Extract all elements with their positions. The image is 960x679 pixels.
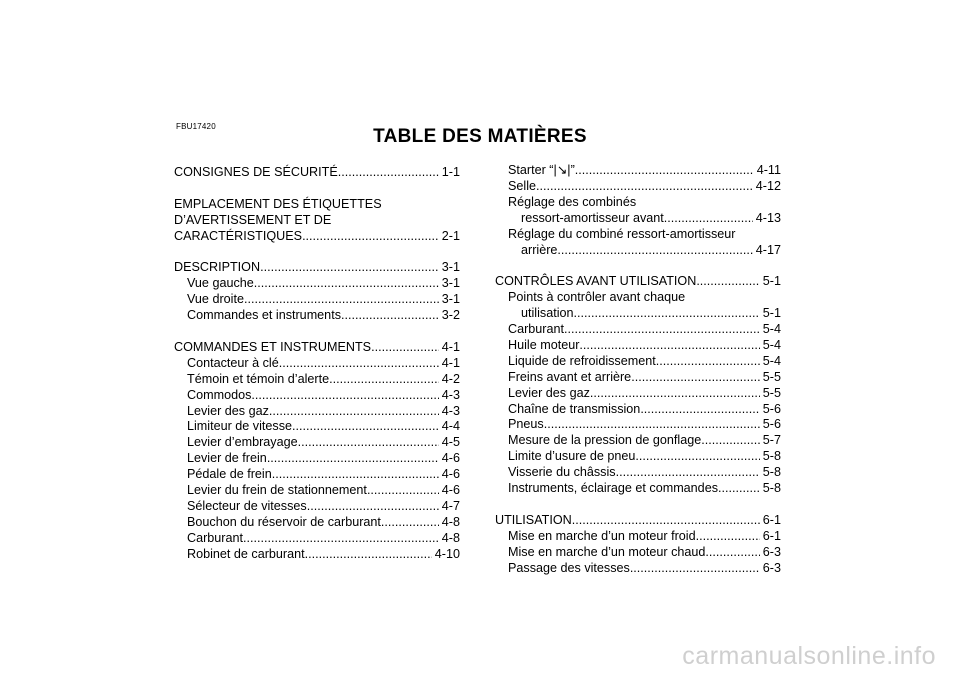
toc-subentry-points[interactable] bbox=[495, 306, 781, 322]
toc-label: Starter “|↘|” bbox=[508, 163, 575, 177]
toc-page: 6-1 bbox=[762, 528, 781, 543]
toc-label: COMMANDES ET INSTRUMENTS bbox=[174, 339, 372, 354]
toc-label: Carburant bbox=[187, 530, 244, 545]
toc-label: Pneus bbox=[508, 417, 544, 432]
toc-label: Contacteur à clé bbox=[187, 355, 279, 370]
toc-page: 4-3 bbox=[441, 403, 460, 418]
toc-page: 4-3 bbox=[441, 387, 460, 402]
toc-subentry[interactable] bbox=[495, 386, 781, 402]
toc-page: 6-3 bbox=[762, 560, 781, 575]
toc-subentry[interactable] bbox=[495, 529, 781, 545]
toc-subentry[interactable] bbox=[174, 467, 460, 483]
toc-subentry[interactable] bbox=[174, 515, 460, 531]
toc-subentry[interactable] bbox=[495, 481, 781, 497]
toc-page: 2-1 bbox=[441, 228, 460, 243]
toc-subentry[interactable] bbox=[174, 276, 460, 292]
toc-subentry[interactable] bbox=[174, 308, 460, 324]
toc-page: 4-12 bbox=[755, 178, 781, 193]
toc-heading-line: D’AVERTISSEMENT ET DE bbox=[174, 212, 332, 227]
toc-subentry[interactable] bbox=[495, 545, 781, 561]
toc-page: 4-7 bbox=[441, 498, 460, 513]
toc-page: 4-1 bbox=[441, 339, 460, 354]
toc-page: 4-8 bbox=[441, 514, 460, 529]
toc-page: 5-6 bbox=[762, 417, 781, 432]
toc-label: Selle bbox=[508, 178, 537, 193]
toc-page: 3-2 bbox=[441, 308, 460, 323]
toc-subentry[interactable] bbox=[495, 561, 781, 577]
toc-label: DESCRIPTION bbox=[174, 260, 261, 275]
toc-page: 5-8 bbox=[762, 449, 781, 464]
toc-subentry[interactable] bbox=[174, 483, 460, 499]
toc-page: 4-1 bbox=[441, 355, 460, 370]
toc-label: Carburant bbox=[508, 322, 565, 337]
toc-subentry-reglage-avant[interactable] bbox=[495, 211, 781, 227]
toc-page: 4-5 bbox=[441, 435, 460, 450]
toc-page: 5-4 bbox=[762, 322, 781, 337]
toc-subentry[interactable] bbox=[495, 370, 781, 386]
toc-label: CARACTÉRISTIQUES bbox=[174, 228, 303, 243]
toc-subentry[interactable] bbox=[174, 547, 460, 563]
toc-page: 4-6 bbox=[441, 467, 460, 482]
toc-page: 3-1 bbox=[441, 292, 460, 307]
toc-label: Instruments, éclairage et commandes bbox=[508, 481, 718, 496]
toc-label: Limiteur de vitesse bbox=[187, 419, 292, 434]
toc-page: 4-13 bbox=[755, 210, 781, 225]
toc-page: 5-4 bbox=[762, 337, 781, 352]
toc-label: Vue droite bbox=[187, 292, 244, 307]
toc-page: 4-10 bbox=[434, 546, 460, 561]
toc-subentry[interactable] bbox=[495, 354, 781, 370]
toc-label: Levier d’embrayage bbox=[187, 435, 298, 450]
toc-subentry-line: Points à contrôler avant chaque bbox=[508, 290, 686, 305]
watermark: carmanualsonline.info bbox=[682, 642, 936, 670]
toc-page: 5-1 bbox=[762, 274, 781, 289]
toc-label: Robinet de carburant bbox=[187, 546, 305, 561]
toc-subentry[interactable] bbox=[174, 419, 460, 435]
toc-label: Levier de frein bbox=[187, 451, 267, 466]
toc-page: 5-1 bbox=[762, 306, 781, 321]
toc-subentry-reglage-arriere[interactable] bbox=[495, 243, 781, 259]
toc-subentry[interactable] bbox=[174, 531, 460, 547]
toc-label: Mise en marche d’un moteur chaud bbox=[508, 544, 706, 559]
toc-page: 1-1 bbox=[441, 165, 460, 179]
toc-subentry-selle[interactable] bbox=[495, 179, 781, 195]
toc-subentry[interactable] bbox=[495, 449, 781, 465]
toc-subentry[interactable] bbox=[174, 292, 460, 308]
toc-label: Freins avant et arrière bbox=[508, 369, 632, 384]
toc-page: 4-6 bbox=[441, 483, 460, 498]
page-title: TABLE DES MATIÈRES bbox=[373, 126, 587, 147]
toc-subentry-line: Réglage du combiné ressort-amortisseur bbox=[508, 226, 736, 241]
toc-subentry[interactable] bbox=[495, 338, 781, 354]
toc-page: 4-4 bbox=[441, 419, 460, 434]
toc-label: Levier du frein de stationnement bbox=[187, 483, 367, 498]
toc-page: 4-2 bbox=[441, 371, 460, 386]
toc-page: 4-17 bbox=[755, 242, 781, 257]
toc-label: Bouchon du réservoir de carburant bbox=[187, 514, 381, 529]
toc-page: 4-11 bbox=[756, 163, 781, 177]
toc-entry-utilisation[interactable] bbox=[495, 513, 781, 529]
toc-page: 5-5 bbox=[762, 385, 781, 400]
toc-label: arrière bbox=[521, 242, 558, 257]
toc-label: Liquide de refroidissement bbox=[508, 353, 656, 368]
toc-label: Limite d’usure de pneu bbox=[508, 449, 636, 464]
toc-label: Huile moteur bbox=[508, 337, 580, 352]
toc-subentry[interactable] bbox=[495, 402, 781, 418]
toc-entry-commandes[interactable] bbox=[174, 340, 460, 356]
document-code: FBU17420 bbox=[176, 122, 216, 131]
toc-page: 5-7 bbox=[762, 433, 781, 448]
toc-label: Mesure de la pression de gonflage bbox=[508, 433, 702, 448]
toc-subentry[interactable] bbox=[174, 372, 460, 388]
toc-page: 5-6 bbox=[762, 401, 781, 416]
toc-label: UTILISATION bbox=[495, 512, 572, 527]
toc-entry-description[interactable] bbox=[174, 260, 460, 276]
toc-subentry[interactable] bbox=[174, 451, 460, 467]
toc-label: Témoin et témoin d’alerte bbox=[187, 371, 330, 386]
toc-label: Pédale de frein bbox=[187, 467, 272, 482]
toc-label: Levier des gaz bbox=[187, 403, 269, 418]
toc-page: 5-5 bbox=[762, 369, 781, 384]
toc-label: CONTRÔLES AVANT UTILISATION bbox=[495, 274, 697, 289]
toc-left-column bbox=[174, 165, 460, 563]
toc-subentry[interactable] bbox=[174, 435, 460, 451]
toc-label: Chaîne de transmission bbox=[508, 401, 641, 416]
toc-label: Mise en marche d’un moteur froid bbox=[508, 528, 696, 543]
toc-page: 5-8 bbox=[762, 465, 781, 480]
toc-page: 6-3 bbox=[762, 544, 781, 559]
toc-label: Sélecteur de vitesses bbox=[187, 498, 307, 513]
toc-page: 3-1 bbox=[441, 260, 460, 275]
toc-subentry[interactable] bbox=[174, 356, 460, 372]
toc-subentry-line: Réglage des combinés bbox=[508, 194, 637, 209]
toc-subentry[interactable] bbox=[495, 417, 781, 433]
toc-label: Commandes et instruments bbox=[187, 308, 341, 323]
toc-label: Vue gauche bbox=[187, 276, 254, 291]
toc-subentry-starter[interactable] bbox=[495, 163, 781, 179]
toc-entry-emplacement[interactable] bbox=[174, 229, 460, 245]
toc-page: 5-4 bbox=[762, 353, 781, 368]
toc-subentry[interactable] bbox=[174, 499, 460, 515]
toc-subentry[interactable] bbox=[495, 322, 781, 338]
toc-label: utilisation bbox=[521, 306, 574, 321]
toc-subentry[interactable] bbox=[495, 465, 781, 481]
toc-page: 3-1 bbox=[441, 276, 460, 291]
toc-page: 5-8 bbox=[762, 481, 781, 496]
toc-right-column bbox=[495, 163, 781, 577]
toc-label: Commodos bbox=[187, 387, 252, 402]
toc-subentry[interactable] bbox=[495, 433, 781, 449]
toc-label: CONSIGNES DE SÉCURITÉ bbox=[174, 165, 338, 179]
toc-label: Passage des vitesses bbox=[508, 560, 630, 575]
toc-label: ressort-amortisseur avant bbox=[521, 210, 664, 225]
toc-entry-controles[interactable] bbox=[495, 274, 781, 290]
toc-page: 6-1 bbox=[762, 512, 781, 527]
toc-page: 4-6 bbox=[441, 451, 460, 466]
toc-heading-line: EMPLACEMENT DES ÉTIQUETTES bbox=[174, 196, 382, 211]
toc-entry-consignes[interactable] bbox=[174, 165, 460, 181]
toc-subentry[interactable] bbox=[174, 388, 460, 404]
toc-subentry[interactable] bbox=[174, 404, 460, 420]
toc-label: Visserie du châssis bbox=[508, 465, 616, 480]
toc-page: 4-8 bbox=[441, 530, 460, 545]
toc-label: Levier des gaz bbox=[508, 385, 590, 400]
